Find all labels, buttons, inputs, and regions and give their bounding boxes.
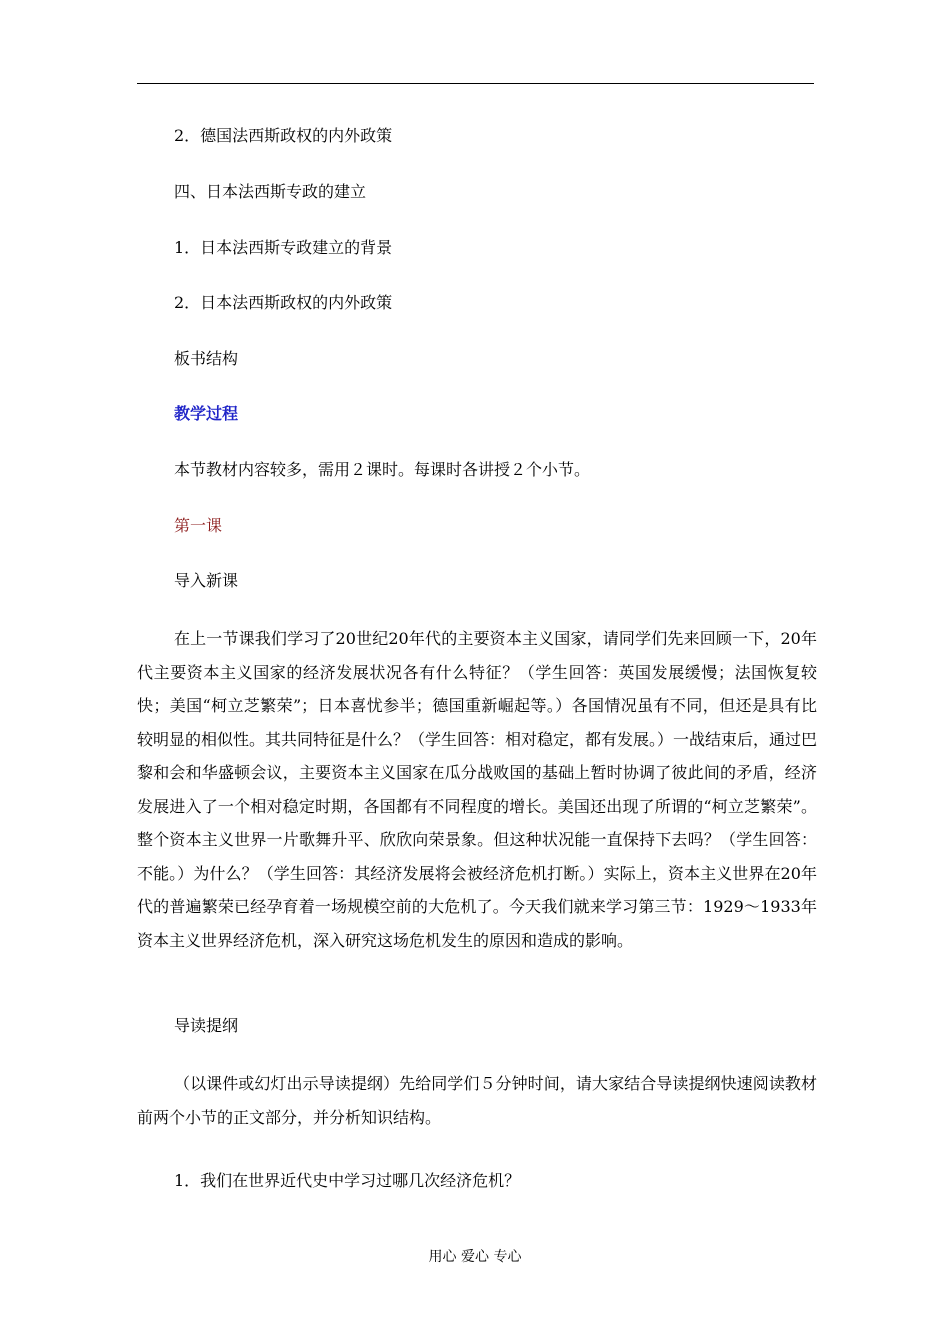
reading-outline-paragraph: （以课件或幻灯出示导读提纲）先给同学们５分钟时间，请大家结合导读提纲快速阅读教材前两个小节的正文部分，并分析知识结构。: [137, 1074, 817, 1127]
lesson-time-note: 本节教材内容较多，需用２课时。每课时各讲授２个小节。: [174, 460, 591, 479]
board-structure-heading: 板书结构: [174, 349, 239, 368]
outline-item-japan-policy: 2．日本法西斯政权的内外政策: [174, 293, 393, 312]
header-rule: [137, 83, 814, 84]
intro-paragraph: 在上一节课我们学习了20世纪20年代的主要资本主义国家，请同学们先来回顾一下，20年代主要资本主义国家的经济发展状况各有什么特征？（学生回答：英国发展缓慢；法国恢复较快；美国“柯立芝繁荣”；日本喜忧参半；德国重新崛起等。）各国情况虽有不同，但还是具有比较明显的相似性。其共同特征是什么？（学生回答：相对稳定，都有发展。）一战结束后，通过巴黎和会和华盛顿会议，主要资本主义国家在瓜分战败国的基础上暂时协调了彼此间的矛盾，经济发展进入了一个相对稳定时期，各国都有不同程度的增长。美国还出现了所谓的“柯立芝繁荣”。整个资本主义世界一片歌舞升平、欣欣向荣景象。但这种状况能一直保持下去吗？（学生回答：不能。）为什么？（学生回答：其经济发展将会被经济危机打断。）实际上，资本主义世界在20年代的普遍繁荣已经孕育着一场规模空前的大危机了。今天我们就来学习第三节：1929～1933年资本主义世界经济危机，深入研究这场危机发生的原因和造成的影响。: [137, 629, 818, 950]
first-lesson-heading: 第一课: [174, 516, 223, 535]
teaching-process-heading: 教学过程: [174, 404, 239, 423]
intro-heading: 导入新课: [174, 571, 239, 590]
page-footer: 用心 爱心 专心: [428, 1249, 522, 1265]
outline-heading-japan: 四、日本法西斯专政的建立: [174, 182, 367, 201]
outline-item-german-policy: 2．德国法西斯政权的内外政策: [174, 126, 393, 145]
reading-outline-heading: 导读提纲: [174, 1016, 239, 1035]
question-item-1: 1．我们在世界近代史中学习过哪几次经济危机？: [174, 1171, 521, 1190]
outline-item-japan-background: 1．日本法西斯专政建立的背景: [174, 238, 393, 257]
